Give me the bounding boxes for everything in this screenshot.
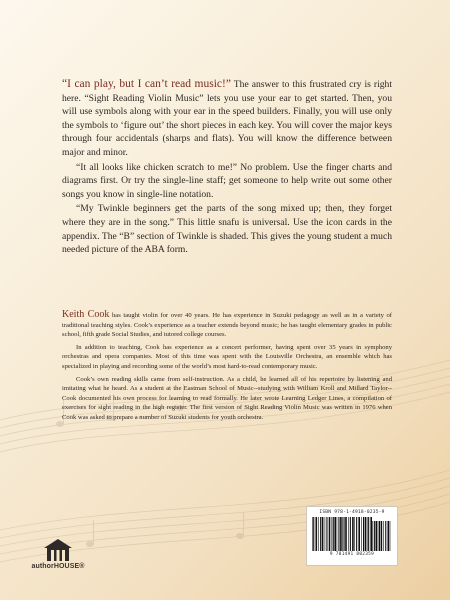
barcode-bar <box>361 517 362 551</box>
barcode-bar <box>365 517 367 551</box>
barcode-bar <box>348 517 349 551</box>
barcode-bar <box>388 521 390 551</box>
barcode-bar <box>390 521 391 551</box>
barcode-bar <box>358 517 360 551</box>
bio-paragraph-2: In addition to teaching, Cook has experience as a concert performer, having spent over 35 years in symphony orchestras and opera companies. Most of this time was spent with the Louisville Orchestra, an ensemble which has specialized in playing and recording some of the world’s most hard-to-read contemporary music. <box>62 343 392 370</box>
barcode-bar <box>378 521 379 551</box>
barcode-bar <box>383 521 384 551</box>
barcode-bar <box>379 521 380 551</box>
author-bio <box>62 310 392 426</box>
price-barcode-bars <box>372 521 392 551</box>
ean-digits: 9 781491 802359 <box>329 552 375 557</box>
barcode-bar <box>345 517 347 551</box>
barcode-bar <box>316 517 318 551</box>
barcode-bar <box>338 517 339 551</box>
barcode-bar <box>312 517 313 551</box>
publisher-logo-text: authorHOUSE® <box>31 563 85 570</box>
barcode-bar <box>344 517 345 551</box>
barcode-bar <box>350 517 351 551</box>
back-cover-blurb <box>62 78 392 258</box>
blurb-paragraph-1 <box>62 78 392 160</box>
barcode-bar <box>326 517 327 551</box>
isbn-barcode <box>306 506 398 566</box>
barcode-bar <box>332 517 333 551</box>
author-name: Keith Cook <box>62 309 110 320</box>
barcode-bar <box>385 521 386 551</box>
publisher-logo <box>28 538 88 570</box>
barcode-bar <box>374 521 375 551</box>
barcode-bar <box>354 517 355 551</box>
barcode-bar <box>329 517 331 551</box>
house-icon <box>43 538 73 562</box>
barcode-bar <box>352 517 354 551</box>
barcode-bar <box>363 517 364 551</box>
barcode-bar <box>367 517 368 551</box>
barcode-bars-row <box>312 517 392 551</box>
barcode-bar <box>342 517 343 551</box>
barcode-bar <box>368 517 369 551</box>
bio-paragraph-1 <box>62 310 392 340</box>
barcode-bar <box>318 517 319 551</box>
barcode-bar <box>320 517 321 551</box>
bio-paragraph-3: Cook’s own reading skills came from self-instruction. As a child, he learned all of his repertoire by listening and imitating what he heard. As a student at the Eastman School of Music--studying with William Kroll and Millard Taylor--Cook documented his own process for learning to read formally. He later wrote Learning Ledger Lines, a compilation of exercises for sight reading in the high register. The first version of Sight Reading Violin Music was written in 1976 when Cook was asked to prepare a number of Suzuki students for youth orchestra. <box>62 375 392 421</box>
barcode-bar <box>337 517 338 551</box>
ean-barcode-bars <box>312 517 372 551</box>
barcode-bar <box>322 517 324 551</box>
barcode-bar <box>372 521 373 551</box>
barcode-bar <box>340 517 342 551</box>
blurb-paragraph-2: “It all looks like chicken scratch to me!” No problem. Use the finger charts and diagrams first. Or try the single-line staff; get someone to help write out some other songs you know in single-line notation. <box>62 161 392 200</box>
barcode-bar <box>313 517 314 551</box>
blurb-lead-quote: “I can play, but I can’t read music!” <box>62 78 231 90</box>
barcode-bar <box>334 517 336 551</box>
isbn-label: ISBN 978-1-4918-0235-9 <box>319 510 385 515</box>
bio-paragraph-1-text: has taught violin for over 40 years. He has experience in Suzuki pedagogy as well as in a variety of traditional teaching styles. Cook’s experience as a teacher extends beyond music; he has taught elementary grades in public school, fifth grade Social Studies, and tutored college courses. <box>62 312 392 339</box>
barcode-bar <box>356 517 357 551</box>
blurb-paragraph-1-text: The answer to this frustrated cry is right here. “Sight Reading Violin Music” lets you use your ear to get started. Then, you will use symbols along with your ear in the speed builders. Finally, you will use only the symbols to ‘figure out’ the short pieces in each key. You will cover the major keys through four accidentals (sharps and flats). You will know the difference between major and minor. <box>62 79 392 158</box>
barcode-bar <box>333 517 334 551</box>
barcode-bar <box>381 521 383 551</box>
barcode-bar <box>325 517 326 551</box>
barcode-bar <box>376 521 378 551</box>
blurb-paragraph-3: “My Twinkle beginners get the parts of the song mixed up; then, they forget where they are in the song.” This little snafu is universal. Use the icon cards in the appendix. The “B” section of Twinkle is shaded. This gives the young student a much needed picture of the ABA form. <box>62 203 392 256</box>
